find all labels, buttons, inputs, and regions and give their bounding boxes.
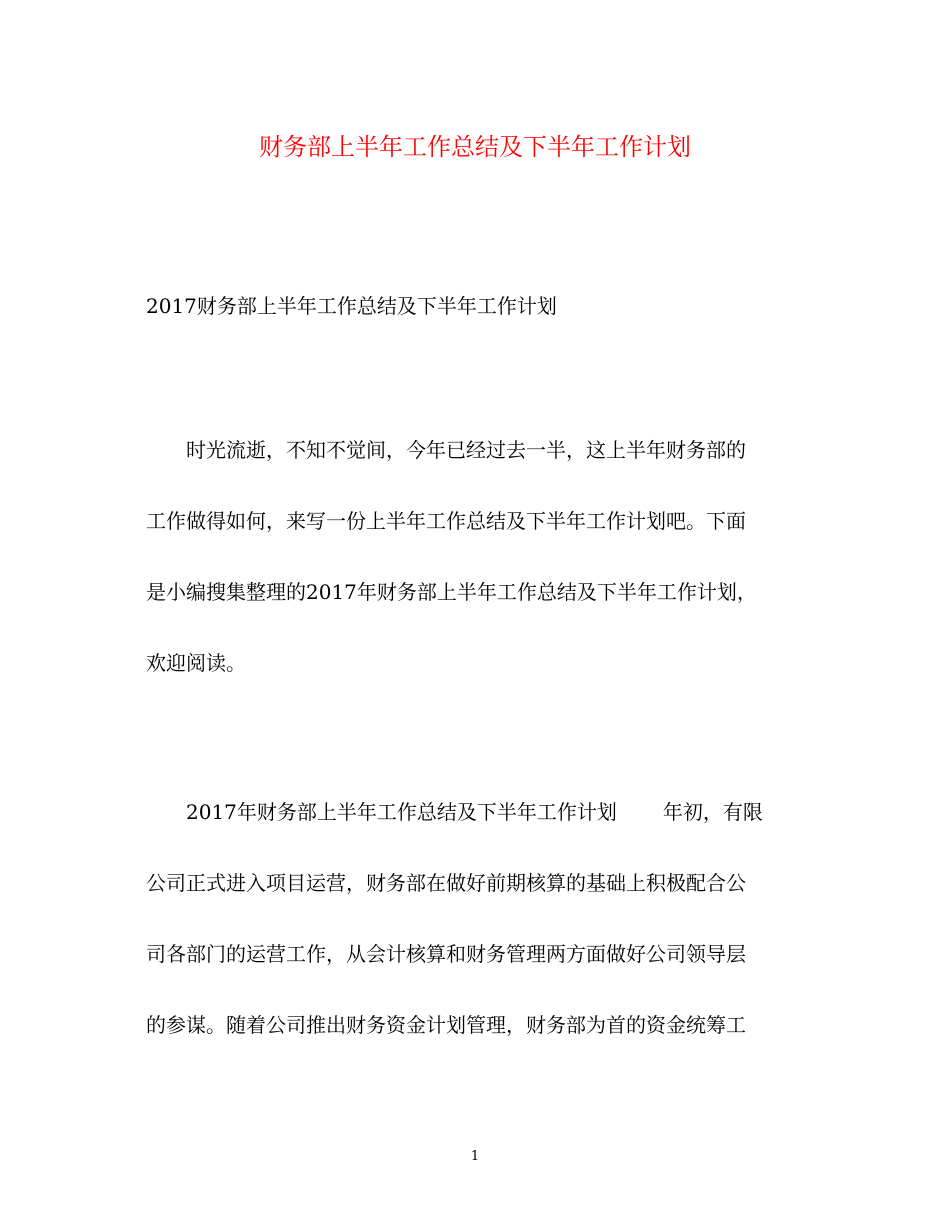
document-subtitle: 2017财务部上半年工作总结及下半年工作计划 — [146, 294, 557, 318]
paragraph-intro — [146, 415, 806, 699]
paragraph-lead: 2017年财务部上半年工作总结及下半年工作计划 — [186, 800, 617, 824]
paragraph-line: 的参谋。随着公司推出财务资金计划管理，财务部为首的资金统筹工 — [146, 1013, 746, 1037]
page-number: 1 — [470, 1149, 480, 1164]
paragraph-line: 时光流逝，不知不觉间，今年已经过去一半，这上半年财务部的 — [186, 438, 746, 462]
paragraph-line: 是小编搜集整理的2017年财务部上半年工作总结及下半年工作计划， — [146, 580, 757, 604]
paragraph-line: 司各部门的运营工作，从会计核算和财务管理两方面做好公司领导层 — [146, 942, 746, 966]
paragraph-body — [146, 777, 806, 1061]
paragraph-line: 公司正式进入项目运营，财务部在做好前期核算的基础上积极配合公 — [146, 871, 746, 895]
document-title: 财务部上半年工作总结及下半年工作计划 — [259, 133, 691, 161]
paragraph-line — [146, 777, 806, 848]
paragraph-line: 欢迎阅读。 — [146, 651, 246, 675]
paragraph-line: 工作做得如何，来写一份上半年工作总结及下半年工作计划吧。下面 — [146, 509, 746, 533]
paragraph-lead-tail: 年初，有限 — [662, 800, 763, 824]
